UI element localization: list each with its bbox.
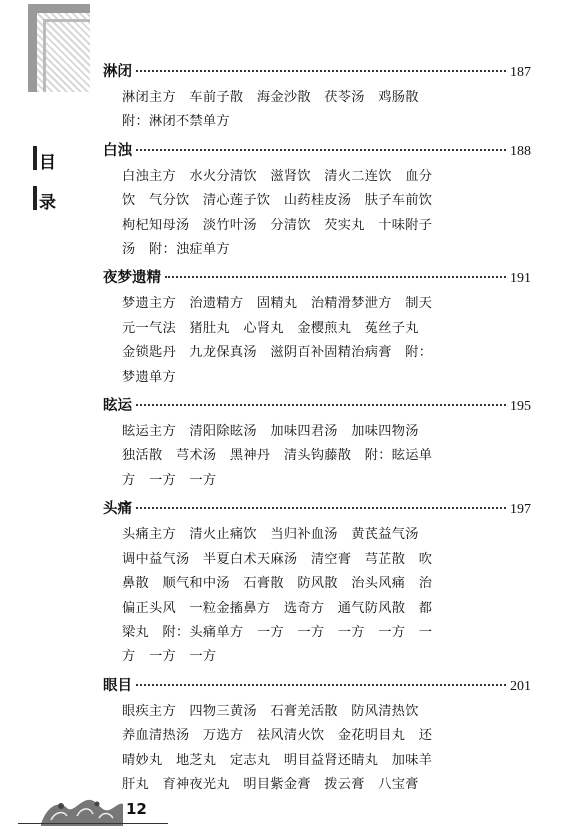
dot-leader bbox=[136, 684, 506, 686]
page-number: 12 bbox=[126, 800, 147, 818]
toc-item-line: 白浊主方 水火分清饮 滋肾饮 清火二连饮 血分 bbox=[122, 168, 433, 184]
toc-entry-page: 188 bbox=[510, 143, 531, 159]
toc-item-line: 眼疾主方 四物三黄汤 石膏羌活散 防风清热饮 bbox=[122, 703, 419, 719]
toc-item-line: 金锁匙丹 九龙保真汤 滋阴百补固精治病膏 附： bbox=[122, 345, 433, 361]
dot-leader bbox=[136, 507, 506, 509]
toc-item-line: 调中益气汤 半夏白术天麻汤 清空膏 芎芷散 吹 bbox=[122, 551, 433, 567]
toc-item-line: 独活散 芎术汤 黑神丹 清头钩藤散 附：眩运单 bbox=[122, 448, 433, 464]
toc-section bbox=[103, 495, 531, 669]
toc-item-line: 梦遗主方 治遗精方 固精丸 治精滑梦泄方 制天 bbox=[122, 296, 433, 312]
dragon-ornament-icon bbox=[37, 786, 125, 828]
toc-item-line: 鼻散 顺气和中汤 石膏散 防风散 治头风痛 治 bbox=[122, 576, 433, 592]
toc-entry-title: 头痛 bbox=[103, 501, 132, 518]
corner-ornament bbox=[28, 4, 90, 92]
toc-entry[interactable] bbox=[103, 137, 531, 165]
toc-item-line: 偏正头风 一粒金搐鼻方 选奇方 通气防风散 都 bbox=[122, 600, 433, 616]
toc-entry-items bbox=[103, 700, 531, 798]
toc-entry-page: 201 bbox=[510, 678, 531, 694]
side-rule bbox=[33, 146, 37, 170]
toc-item-line: 元一气法 猪肚丸 心肾丸 金樱煎丸 菟丝子丸 bbox=[122, 320, 419, 336]
toc-item-line: 眩运主方 清阳除眩汤 加味四君汤 加味四物汤 bbox=[122, 424, 419, 440]
toc-entry-items bbox=[103, 86, 531, 135]
toc-item-line: 方 一方 一方 bbox=[122, 649, 217, 665]
toc-item-line: 养血清热汤 万选方 祛风清火饮 金花明目丸 还 bbox=[122, 728, 433, 744]
toc-section bbox=[103, 137, 531, 263]
dot-leader bbox=[136, 149, 506, 151]
toc-section bbox=[103, 392, 531, 493]
dot-leader bbox=[165, 276, 506, 278]
toc-entry-title: 眼目 bbox=[103, 677, 132, 694]
toc-entry-page: 197 bbox=[510, 502, 531, 518]
sidebar-label-lu: 录 bbox=[39, 193, 56, 213]
toc-item-line: 饮 气分饮 清心莲子饮 山药桂皮汤 肤子车前饮 bbox=[122, 193, 433, 209]
table-of-contents bbox=[103, 58, 531, 799]
toc-entry[interactable] bbox=[103, 672, 531, 700]
toc-entry-title: 夜梦遗精 bbox=[103, 270, 161, 287]
toc-entry[interactable] bbox=[103, 264, 531, 292]
toc-item-line: 附：淋闭不禁单方 bbox=[122, 114, 230, 130]
dot-leader bbox=[136, 70, 506, 72]
toc-entry-items bbox=[103, 165, 531, 263]
side-rule bbox=[33, 186, 37, 210]
toc-entry-items bbox=[103, 292, 531, 390]
toc-item-line: 汤 附：浊症单方 bbox=[122, 242, 230, 258]
toc-entry-page: 191 bbox=[510, 271, 531, 287]
toc-entry-page: 187 bbox=[510, 65, 531, 80]
toc-entry[interactable] bbox=[103, 495, 531, 523]
dot-leader bbox=[136, 404, 506, 406]
toc-item-line: 晴妙丸 地芝丸 定志丸 明目益肾还睛丸 加味羊 bbox=[122, 752, 433, 768]
toc-item-line: 肝丸 育神夜光丸 明目紫金膏 拨云膏 八宝膏 bbox=[122, 776, 419, 792]
toc-entry-items bbox=[103, 420, 531, 493]
toc-item-line: 枸杞知母汤 淡竹叶汤 分清饮 芡实丸 十味附子 bbox=[122, 217, 433, 233]
toc-item-line: 梦遗单方 bbox=[122, 369, 176, 385]
toc-entry-title: 淋闭 bbox=[103, 64, 132, 80]
toc-entry[interactable] bbox=[103, 58, 531, 86]
sidebar-label-mu: 目 bbox=[39, 153, 56, 173]
toc-item-line: 方 一方 一方 bbox=[122, 472, 217, 488]
toc-section bbox=[103, 58, 531, 135]
toc-item-line: 梁丸 附：头痛单方 一方 一方 一方 一方 一 bbox=[122, 624, 433, 640]
toc-entry-items bbox=[103, 523, 531, 669]
toc-entry-page: 195 bbox=[510, 399, 531, 415]
toc-entry[interactable] bbox=[103, 392, 531, 420]
toc-item-line: 淋闭主方 车前子散 海金沙散 茯苓汤 鸡肠散 bbox=[122, 90, 419, 105]
toc-section bbox=[103, 672, 531, 798]
toc-item-line: 头痛主方 清火止痛饮 当归补血汤 黄芪益气汤 bbox=[122, 527, 419, 543]
toc-entry-title: 眩运 bbox=[103, 398, 132, 415]
toc-section bbox=[103, 264, 531, 390]
toc-entry-title: 白浊 bbox=[103, 142, 132, 159]
footer-rule bbox=[18, 823, 168, 824]
